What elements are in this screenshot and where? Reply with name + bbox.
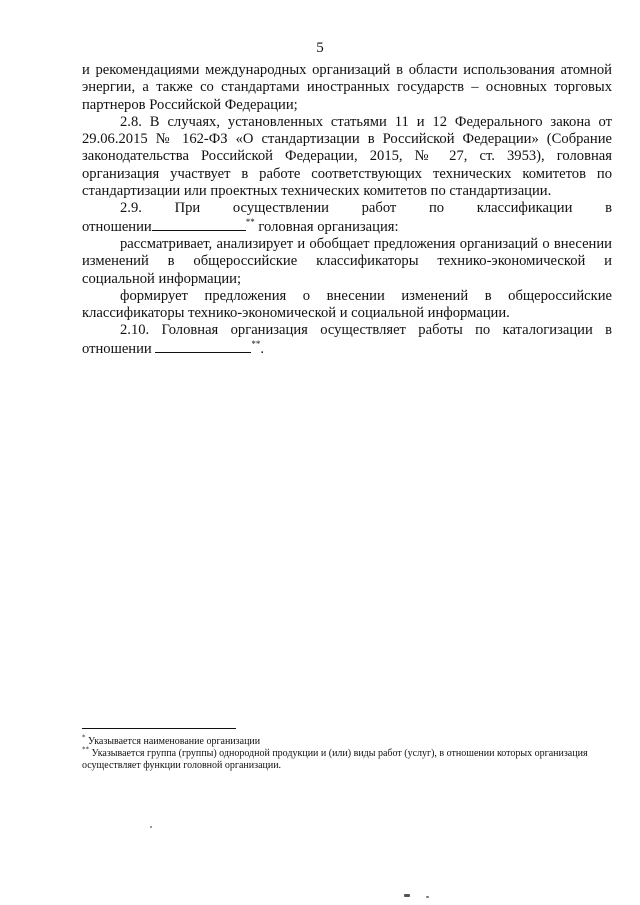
footnote-mark: * [82,733,86,742]
footnote-reference: ** [245,216,255,227]
scan-speck [404,894,410,897]
footnote-reference: ** [251,338,261,349]
footnote-2 [82,745,602,772]
paragraph-2-10-line2 [82,340,612,358]
scan-speck [426,896,429,898]
scan-speck [150,826,152,828]
footnote-separator [82,728,236,729]
paragraph-2-10-line1: 2.10. Головная организация осуществляет работы по каталогизации в [120,322,612,339]
page-number: 5 [316,40,324,56]
paragraph-reviews: рассматривает, анализирует и обобщает предложения организаций о внесении изменений в общероссийские классификаторы технико-экономической и социальной информации; [82,235,612,287]
paragraph-2-10-tail: . [260,340,265,357]
paragraph-2-9-line2 [82,218,612,236]
paragraph-2-10-lead: отношении [82,340,156,357]
paragraph-2-9-tail: головная организация: [254,218,399,235]
footnote-text: Указывается наименование организации [85,736,261,747]
fill-in-blank [152,218,246,231]
paragraph-2-9-line1: 2.9. При осуществлении работ по классификации в [120,200,612,217]
footnote-1 [82,733,602,748]
paragraph-2-8: 2.8. В случаях, установленных статьями 11 и 12 Федерального закона от 29.06.2015 № 162-ФЗ «О стандартизации в Российской Федерации» (Собрание законодательства Российской Федерации, 2015, № 27, ст. 3953), головная организация участвует в работе соответствующих технических комитетов по стандартизации или проектных технических комитетов по стандартизации. [82,113,612,200]
footnotes [82,733,602,772]
paragraph-forms-proposals: формирует предложения о внесении изменений в общероссийские классификаторы технико-экономической и социальной информации. [82,287,612,322]
document-body [82,62,612,358]
paragraph-continuation: и рекомендациями международных организаций в области использования атомной энергии, а также со стандартами иностранных государств – основных торговых партнеров Российской Федерации; [82,62,612,113]
footnote-mark: ** [82,745,89,754]
fill-in-blank [155,340,251,353]
footnote-text: Указывается группа (группы) однородной продукции и (или) виды работ (услуг), в отношении которых организация осуществляет функции головной организации. [82,748,588,771]
paragraph-2-9-lead: отношении [82,218,152,235]
